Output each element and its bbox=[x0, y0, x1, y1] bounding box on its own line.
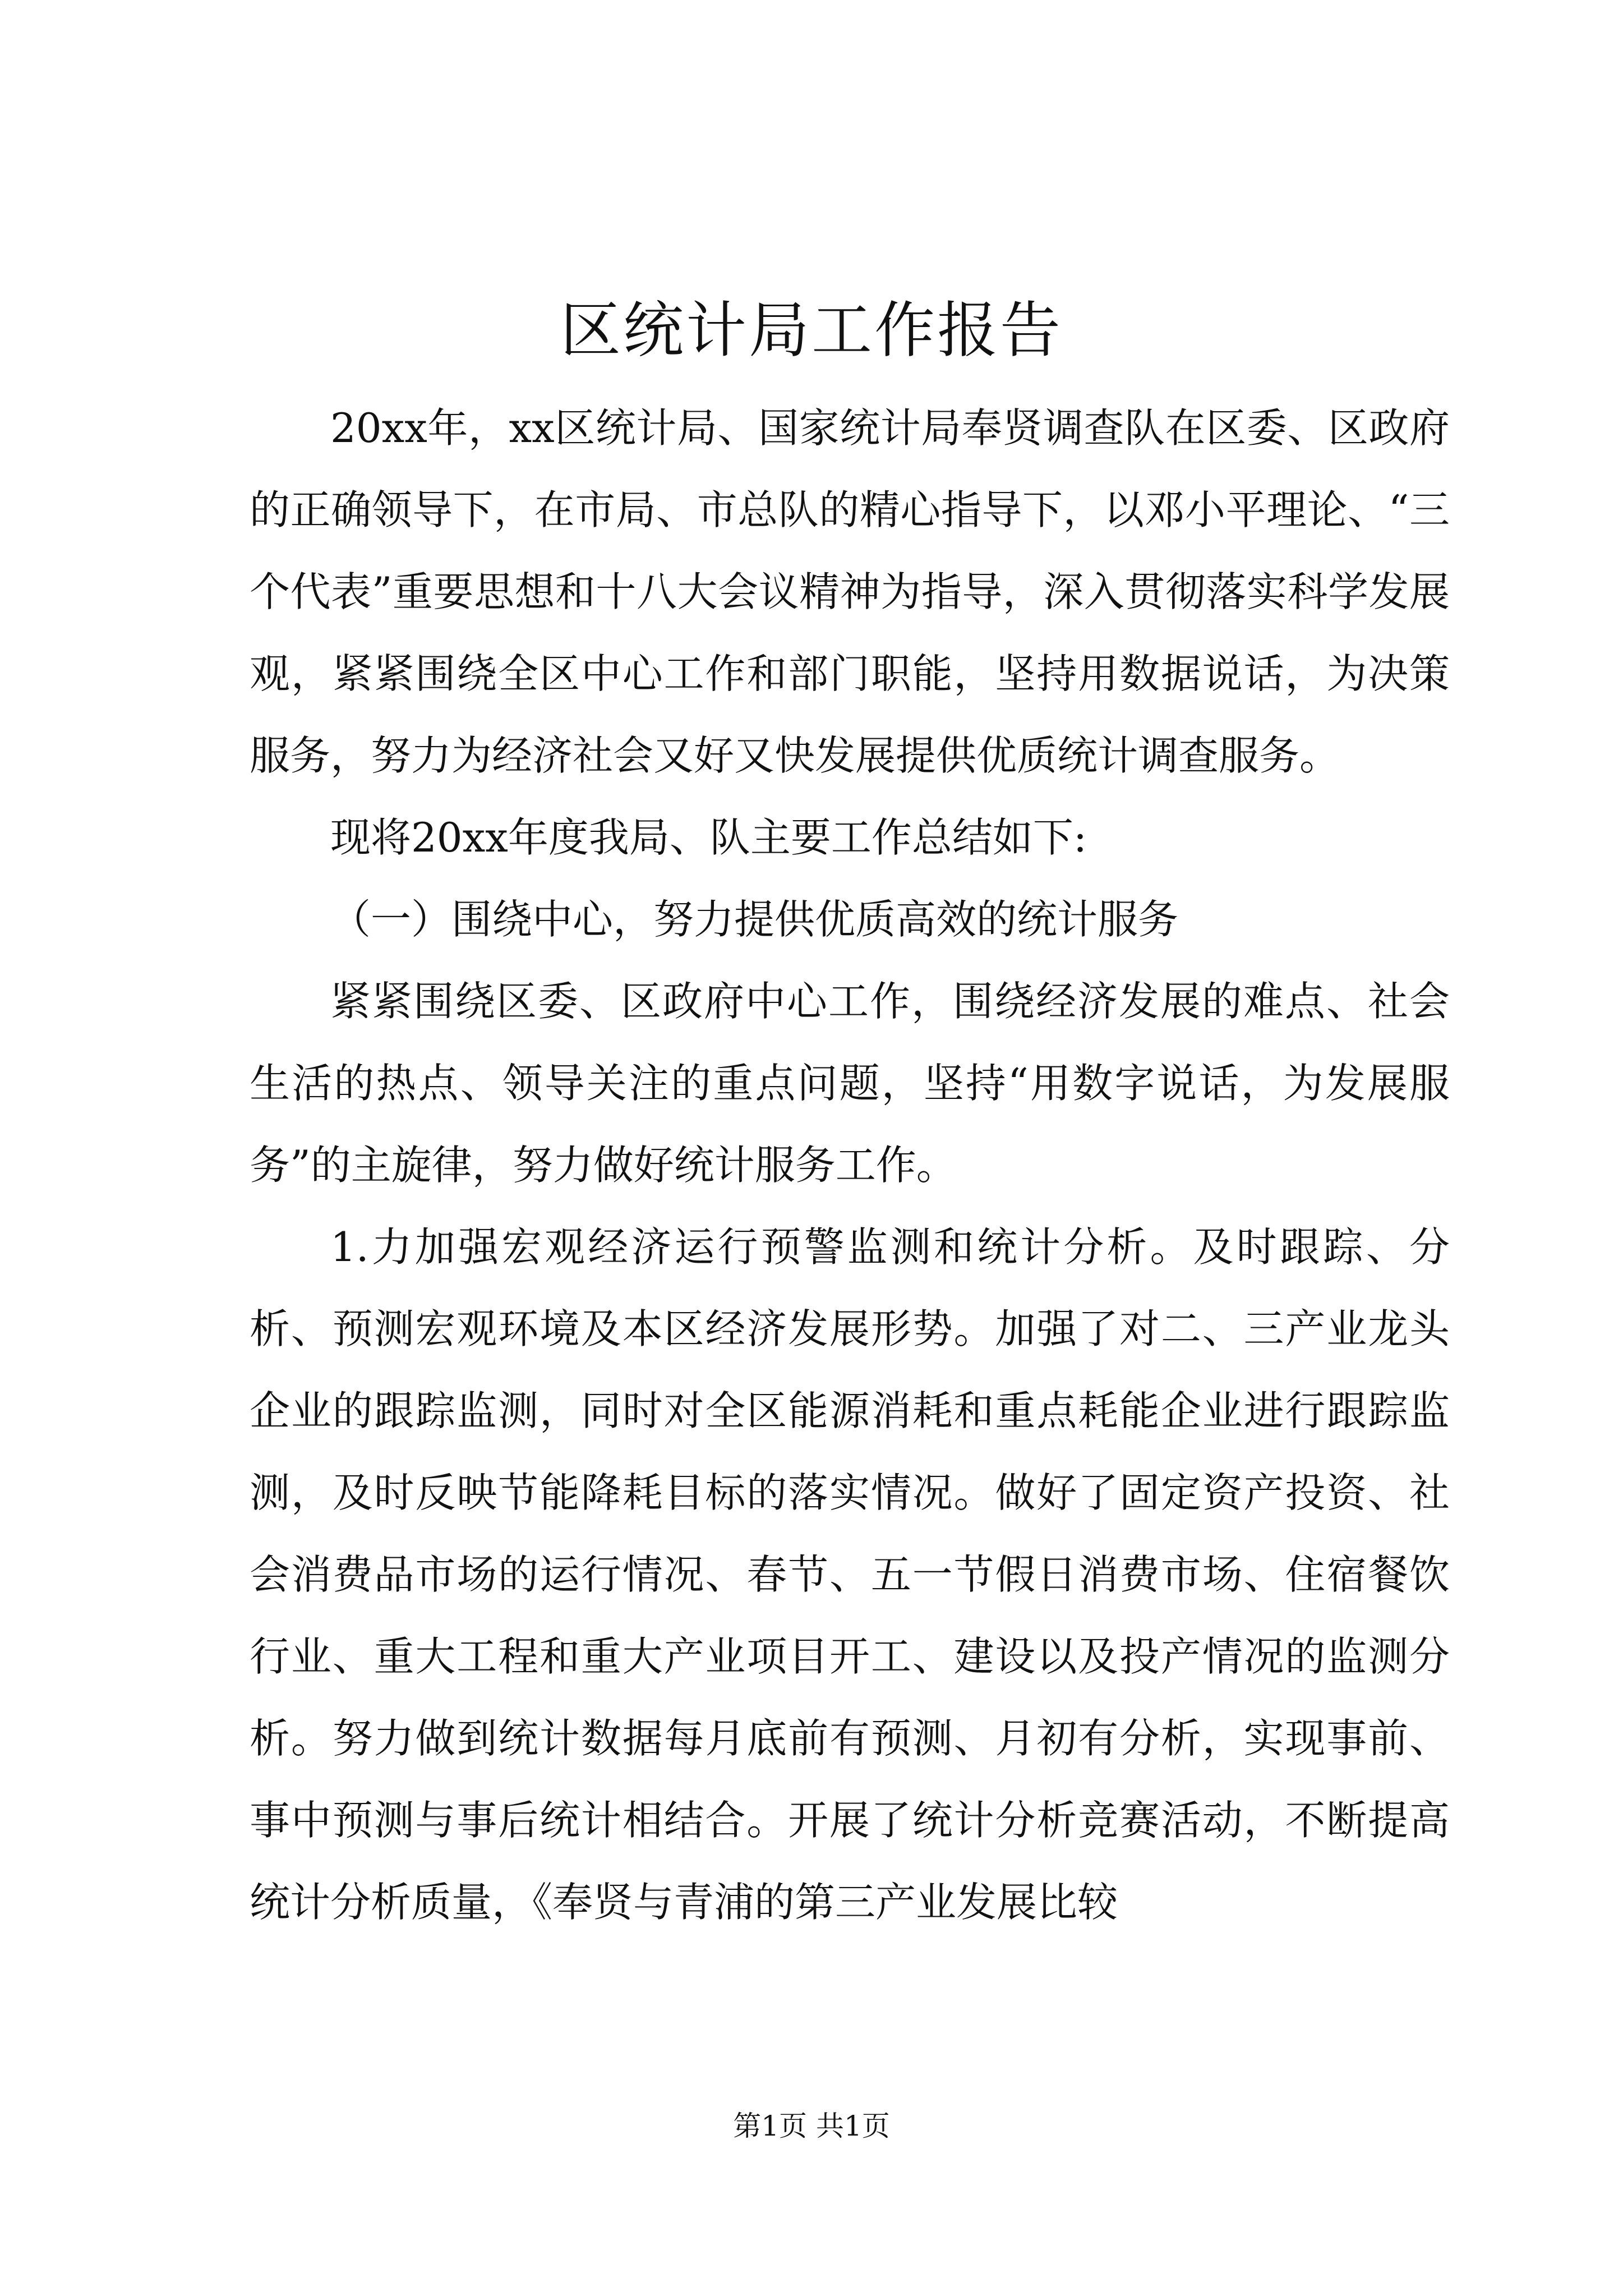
paragraph-item-1: 1.力加强宏观经济运行预警监测和统计分析。及时跟踪、分析、预测宏观环境及本区经济发展形势。加强了对二、三产业龙头企业的跟踪监测，同时对全区能源消耗和重点耗能企业进行跟踪监测，及时反映节能降耗目标的落实情况。做好了固定资产投资、社会消费品市场的运行情况、春节、五一节假日消费市场、住宿餐饮行业、重大工程和重大产业项目开工、建设以及投产情况的监测分析。努力做到统计数据每月底前有预测、月初有分析，实现事前、事中预测与事后统计相结合。开展了统计分析竞赛活动，不断提高统计分析质量，《奉贤与青浦的第三产业发展比较 bbox=[250, 1223, 1450, 1926]
paragraph-summary-lead: 现将20xx年度我局、队主要工作总结如下: bbox=[330, 814, 1087, 861]
paragraph-section-1: 紧紧围绕区委、区政府中心工作，围绕经济发展的难点、社会生活的热点、领导关注的重点问题，坚持“用数字说话，为发展服务”的主旋律，努力做好统计服务工作。 bbox=[250, 978, 1450, 1189]
document-body bbox=[250, 387, 1450, 1943]
section-heading-1: （一）围绕中心，努力提供优质高效的统计服务 bbox=[330, 896, 1179, 943]
page-footer: 第1页 共1页 bbox=[733, 2110, 890, 2142]
document-title: 区统计局工作报告 bbox=[560, 296, 1063, 366]
paragraph-intro: 20xx年，xx区统计局、国家统计局奉贤调查队在区委、区政府的正确领导下，在市局、市总队的精心指导下，以邓小平理论、“三个代表”重要思想和十八大会议精神为指导，深入贯彻落实科学发展观，紧紧围绕全区中心工作和部门职能，坚持用数据说话，为决策服务，努力为经济社会又好又快发展提供优质统计调查服务。 bbox=[250, 404, 1450, 779]
